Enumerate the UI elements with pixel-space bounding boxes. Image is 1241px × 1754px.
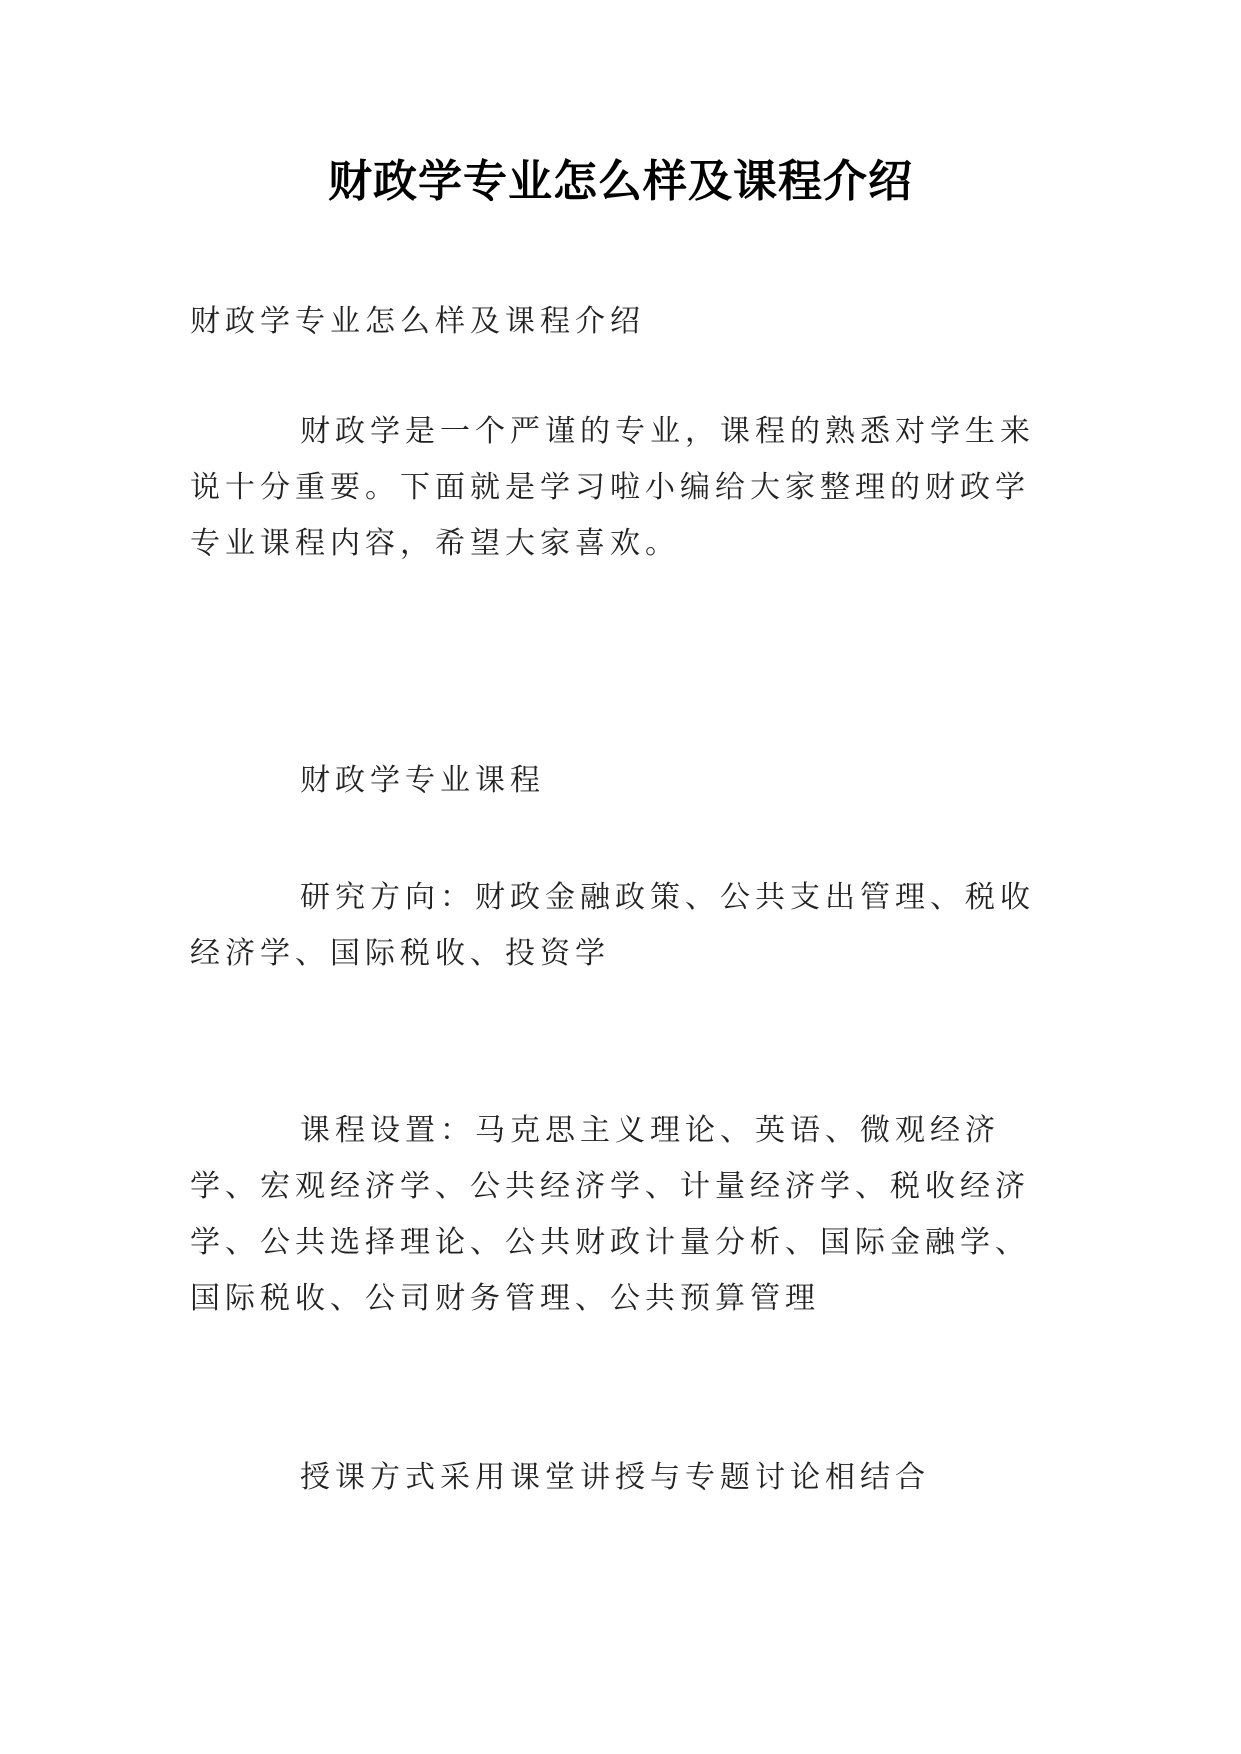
document-title: 财政学专业怎么样及课程介绍 [328, 156, 913, 207]
subtitle-paragraph: 财政学专业怎么样及课程介绍 [190, 304, 645, 339]
course-setting-paragraph: 课程设置：马克思主义理论、英语、微观经济学、宏观经济学、公共经济学、计量经济学、税收经济学、公共选择理论、公共财政计量分析、国际金融学、国际税收、公司财务管理、公共预算管理 [190, 1113, 1030, 1316]
intro-paragraph: 财政学是一个严谨的专业，课程的熟悉对学生来说十分重要。下面就是学习啦小编给大家整理的财政学专业课程内容，希望大家喜欢。 [190, 414, 1035, 561]
teaching-method-paragraph: 授课方式采用课堂讲授与专题讨论相结合 [300, 1460, 930, 1495]
section-heading-paragraph: 财政学专业课程 [300, 763, 545, 798]
research-direction-paragraph: 研究方向：财政金融政策、公共支出管理、税收经济学、国际税收、投资学 [190, 880, 1035, 971]
